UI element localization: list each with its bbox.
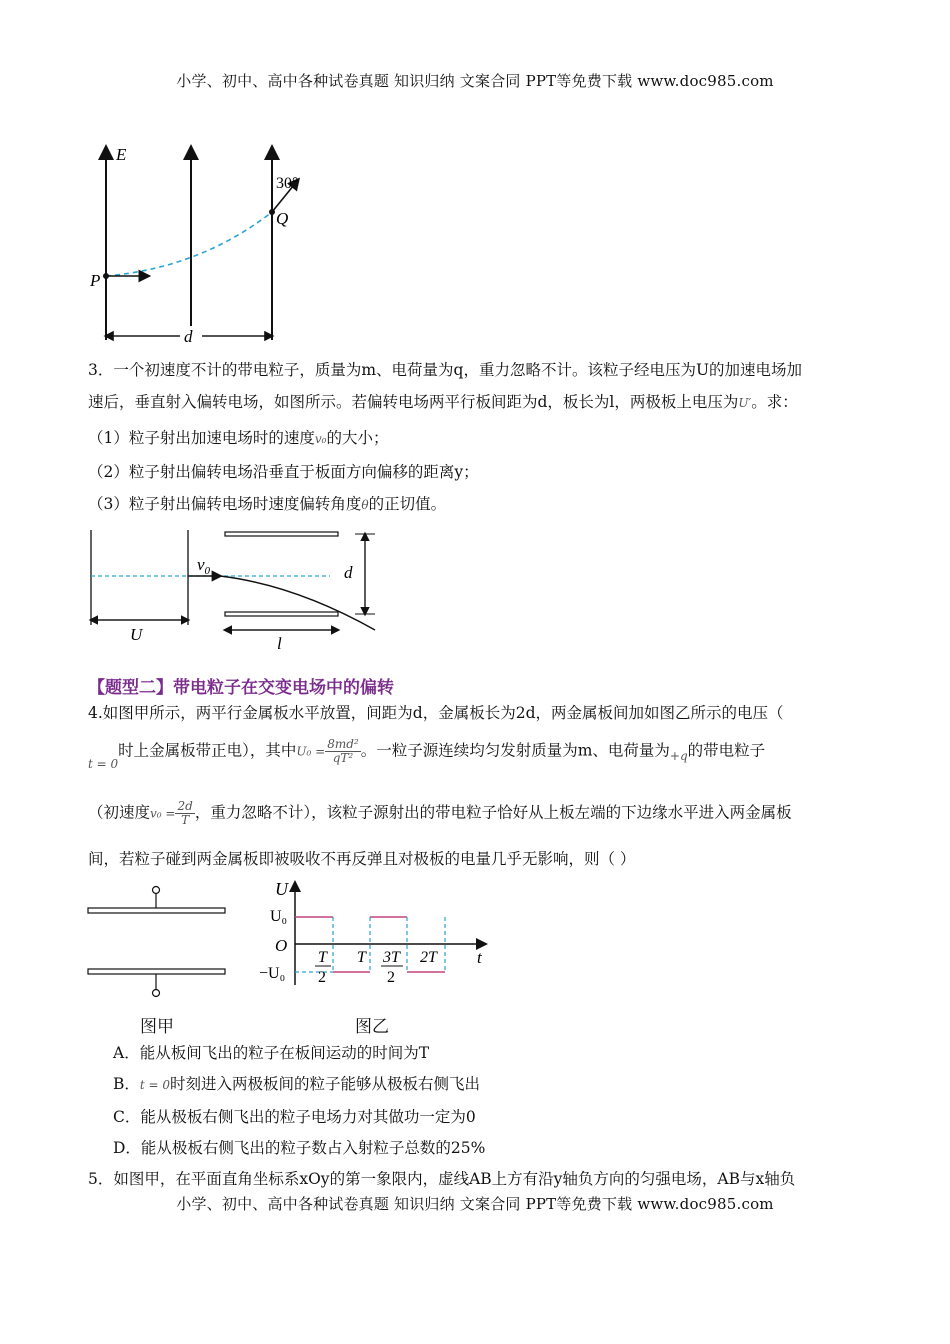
tick-T: T [357,949,366,966]
q3-line2-text: 速后，垂直射入偏转电场，如图所示。若偏转电场两平行板间距为d，板长为l，两极板上电压为 [88,393,739,411]
q3-line2 [88,395,798,411]
figure-jia-plates [85,880,235,1000]
label-v0: $v_0$ [197,555,211,577]
q4-v0: v₀ = [150,806,176,821]
option-B-t0: t = 0 [139,1078,171,1092]
q3-U-prime: U′ [738,396,752,410]
label-P: P [90,271,101,290]
q4-line2-b: 。一粒子源连续均匀发射质量为m、电荷量为 [360,741,670,760]
q3-line2-end: 。求： [751,393,798,411]
option-D: D．能从极板右侧飞出的粒子数占入射粒子总数的25% [113,1139,486,1157]
graph-label-U0: U₀ [270,908,288,925]
q3-sub2: （2）粒子射出偏转电场沿垂直于板面方向偏移的距离y； [88,463,479,481]
figure-deflection [85,525,385,655]
q4-line2-a: 时上金属板带正电），其中 [118,741,297,760]
tick-half-den: 2 [318,969,326,986]
caption-yi: 图乙 [355,1017,389,1037]
option-B-text: 时刻进入两极板间的粒子能够从极板右侧飞出 [170,1075,481,1093]
page-footer: 小学、初中、高中各种试卷真题 知识归纳 文案合同 PPT等免费下载 www.doc985.com [176,1195,774,1213]
graph-label-negU0: −U₀ [259,965,286,982]
q3-sub1 [88,431,388,447]
page-header: 小学、初中、高中各种试卷真题 知识归纳 文案合同 PPT等免费下载 www.doc985.com [176,72,774,90]
q3-v0: v₀ [314,432,327,446]
q4-line3-a: （初速度 [88,803,151,822]
q4-v0-fraction: $\frac{2d}{T}$ [177,799,193,828]
q4-U0: U₀ = [296,744,326,759]
label-Q: Q [276,209,289,228]
q4-plus-q: +q [669,748,688,763]
label-l: l [277,634,282,653]
label-U: U [130,625,143,644]
option-B [113,1077,480,1093]
graph-label-U: U [275,879,288,899]
q3-sub1-end: 的大小； [326,429,389,447]
point-P [103,273,109,279]
figure-yi-voltage [255,875,495,995]
q3-sub1-text: （1）粒子射出加速电场时的速度 [88,429,315,447]
option-B-label: B． [113,1075,140,1093]
figure-field-trajectory [80,140,320,350]
q4-line1: 4.如图甲所示，两平行金属板水平放置，间距为d，金属板长为2d，两金属板间加如图乙所示的电压（ [88,704,784,722]
graph-label-t: t [477,948,482,967]
q5-line1: 5．如图甲，在平面直角坐标系xOy的第一象限内，虚线AB上方有沿y轴负方向的匀强电场，AB与x轴负 [88,1170,796,1188]
tick-3half-den: 2 [387,969,395,986]
deflection-curve [220,576,375,630]
label-angle: 30° [276,175,299,192]
q4-line3-b: ，重力忽略不计），该粒子源射出的带电粒子恰好从上板左端的下边缘水平进入两金属板 [194,803,792,822]
q4-line2 [88,737,766,771]
caption-jia: 图甲 [140,1017,174,1037]
trajectory-curve [106,212,272,276]
deflect-plate-bottom [225,612,338,616]
q3-sub3-end: 的正切值。 [368,495,447,513]
deflect-plate-top [225,532,338,536]
q4-line3 [88,800,792,827]
section-title: 【题型二】带电粒子在交变电场中的偏转 [88,678,394,698]
option-C: C．能从极板右侧飞出的粒子电场力对其做功一定为0 [113,1108,476,1126]
q4-line4: 间，若粒子碰到两金属板即被吸收不再反弹且对极板的电量几乎无影响，则（ ） [88,850,636,868]
tick-3half-num: 3T [383,949,400,966]
top-plate [88,908,225,913]
q3-sub3 [88,497,446,513]
graph-label-O: O [275,936,288,955]
tick-2T: 2T [420,949,437,966]
label-E: E [116,145,127,164]
q3-sub3-text: （3）粒子射出偏转电场时速度偏转角度 [88,495,362,513]
q4-line2-c: 的带电粒子 [687,741,766,760]
q4-t0: t = 0 [88,756,119,771]
q3-theta: θ [361,498,369,512]
q4-U0-fraction: $\frac{\text{8md²}}{\text{qT²}}$ [327,737,359,766]
label-d2: d [344,563,353,582]
bottom-plate [88,969,225,974]
q3-line1: 3．一个初速度不计的带电粒子，质量为m、电荷量为q，重力忽略不计。该粒子经电压为U的加速电场加 [88,361,803,379]
tick-half-num: T [318,949,327,966]
label-d: d [184,327,193,346]
option-A: A．能从板间飞出的粒子在板间运动的时间为T [113,1044,430,1062]
